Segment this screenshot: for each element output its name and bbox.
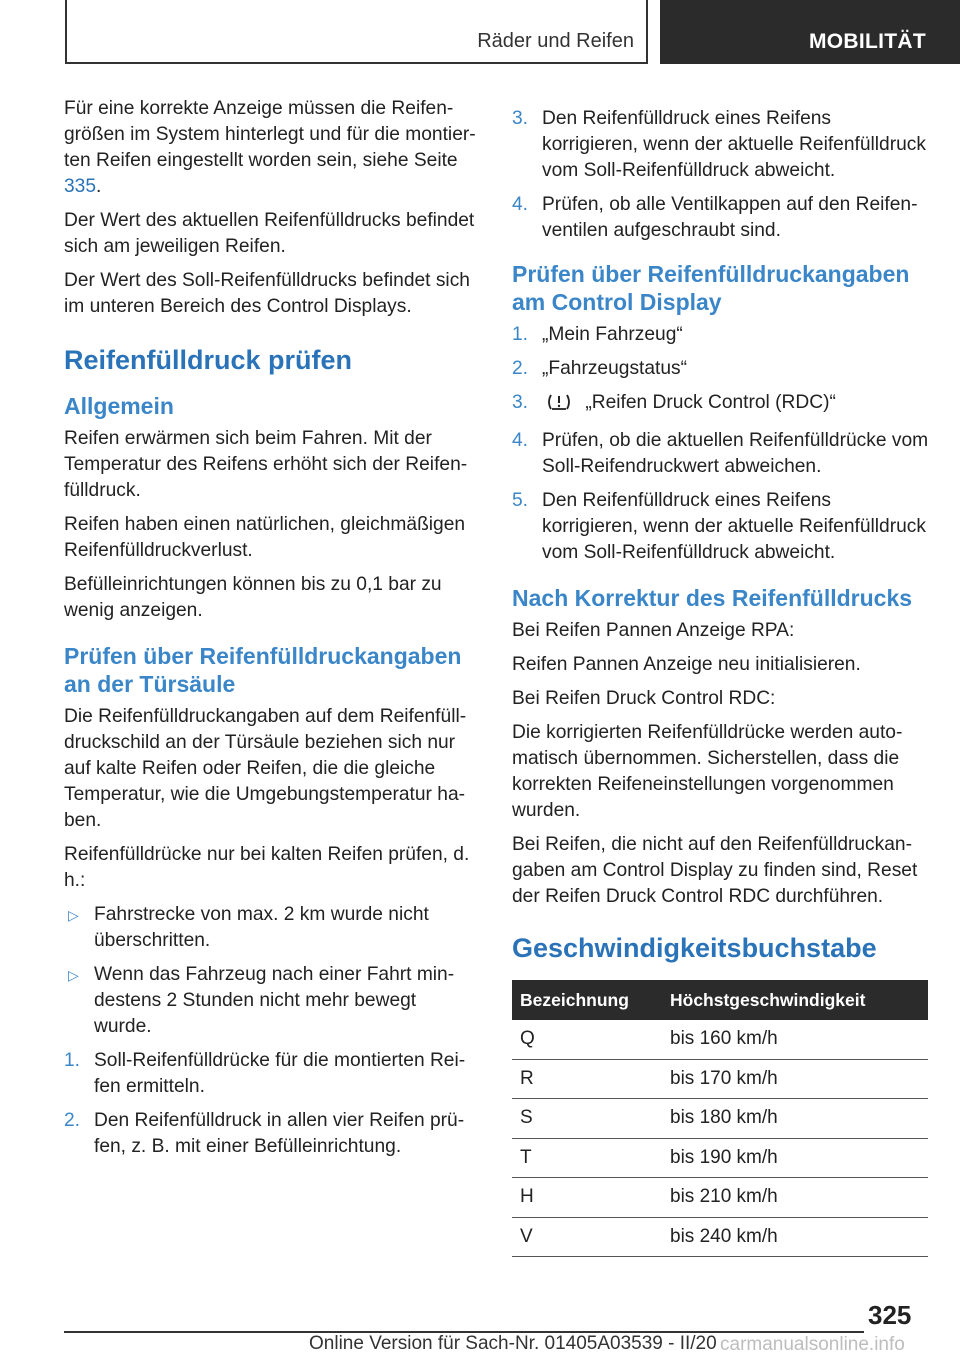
watermark: carmanualsonline.info bbox=[720, 1334, 905, 1355]
online-version-note: Online Version für Sach-Nr. 01405A03539 - II/20 bbox=[309, 1333, 717, 1354]
step-number: 2. bbox=[64, 1110, 81, 1131]
display-step-item bbox=[512, 428, 930, 480]
step-number: 3. bbox=[512, 108, 529, 129]
table-cell: bis 240 km/h bbox=[662, 1217, 928, 1257]
left-column bbox=[64, 96, 476, 1168]
step-text: Soll-Reifenfülldrücke für die montierten Reifen ermitteln. bbox=[94, 1050, 466, 1097]
page-number: 325 bbox=[868, 1300, 912, 1330]
table-cell: bis 190 km/h bbox=[662, 1138, 928, 1178]
heading-tuersaeule: Prüfen über Reifenfülldruckangaben an der Türsäule bbox=[64, 643, 462, 697]
table-row bbox=[512, 1138, 928, 1178]
step-text: Den Reifenfülldruck eines Reifens korrigieren, wenn der aktuelle Reifenfülldruck vom Soll-Reifenfülldruck abweicht. bbox=[542, 108, 926, 181]
display-step-item bbox=[512, 356, 930, 382]
chapter-tab: MOBILITÄT bbox=[660, 0, 960, 64]
intro-text: Für eine korrekte Anzeige müssen die Reifengrößen im System hinterlegt und für die montierten Reifen eingestellt worden sein, siehe Seite bbox=[64, 98, 476, 171]
table-cell: bis 180 km/h bbox=[662, 1099, 928, 1139]
korrektur-paragraph-3: Bei Reifen Druck Control RDC: bbox=[512, 688, 776, 709]
allgemein-paragraph-2: Reifen haben einen natürlichen, gleichmäßigen Reifenfülldruckverlust. bbox=[64, 514, 466, 561]
table-header-row bbox=[512, 980, 928, 1020]
step-text: Den Reifenfülldruck eines Reifens korrigieren, wenn der aktuelle Reifenfülldruck vom Soll-Reifenfülldruck abweicht. bbox=[542, 490, 926, 563]
step-text: Den Reifenfülldruck in allen vier Reifen prüfen, z. B. mit einer Befülleinrichtung. bbox=[94, 1110, 465, 1157]
table-row bbox=[512, 1020, 928, 1059]
bullet-item bbox=[64, 902, 476, 954]
step-text: „Reifen Druck Control (RDC)“ bbox=[585, 392, 836, 413]
table-cell: T bbox=[512, 1138, 662, 1178]
korrektur-paragraph-1: Bei Reifen Pannen Anzeige RPA: bbox=[512, 620, 795, 641]
heading-geschwindigkeitsbuchstabe: Geschwindigkeitsbuchstabe bbox=[512, 933, 877, 963]
display-step-item bbox=[512, 488, 930, 566]
table-row bbox=[512, 1099, 928, 1139]
intro-paragraph-2: Der Wert des aktuellen Reifenfülldrucks befindet sich am jeweiligen Reifen. bbox=[64, 210, 475, 257]
step-number: 4. bbox=[512, 430, 529, 451]
bullet-text: Wenn das Fahrzeug nach einer Fahrt mindestens 2 Stunden nicht mehr bewegt wurde. bbox=[94, 964, 455, 1037]
heading-reifenfuelldruck-pruefen: Reifenfülldruck prüfen bbox=[64, 345, 353, 375]
allgemein-paragraph-3: Befülleinrichtungen können bis zu 0,1 bar zu wenig anzeigen. bbox=[64, 574, 442, 621]
step-item bbox=[512, 192, 930, 244]
speed-table bbox=[512, 980, 928, 1257]
korrektur-paragraph-4: Die korrigierten Reifenfülldrücke werden automatisch übernommen. Sicherstellen, dass die korrekten Reifeneinstellungen vorgenommen wurden. bbox=[512, 722, 903, 821]
step-number: 5. bbox=[512, 490, 529, 511]
table-cell: R bbox=[512, 1059, 662, 1099]
table-cell: Q bbox=[512, 1020, 662, 1059]
display-step-item bbox=[512, 390, 930, 420]
step-item bbox=[64, 1048, 476, 1100]
step-text: Prüfen, ob die aktuellen Reifenfülldrücke vom Soll-Reifendruckwert abweichen. bbox=[542, 430, 929, 477]
column-header: Bezeichnung bbox=[512, 980, 662, 1020]
step-number: 1. bbox=[512, 324, 529, 345]
tuersaeule-paragraph-1: Die Reifenfülldruckangaben auf dem Reifenfülldruckschild an der Türsäule beziehen sich nur auf kalte Reifen oder Reifen, die die gleiche Temperatur, wie die Umgebungstemperatur haben. bbox=[64, 706, 467, 831]
table-cell: H bbox=[512, 1178, 662, 1218]
intro-paragraph-3: Der Wert des Soll-Reifenfülldrucks befindet sich im unteren Bereich des Control Displays. bbox=[64, 270, 470, 317]
step-number: 2. bbox=[512, 358, 529, 379]
allgemein-paragraph-1: Reifen erwärmen sich beim Fahren. Mit der Temperatur des Reifens erhöht sich der Reifenfülldruck. bbox=[64, 428, 468, 501]
step-text: „Mein Fahrzeug“ bbox=[542, 324, 683, 345]
step-number: 1. bbox=[64, 1050, 81, 1071]
heading-control-display: Prüfen über Reifenfülldruckangaben am Control Display bbox=[512, 261, 910, 315]
heading-allgemein: Allgemein bbox=[64, 393, 174, 419]
table-cell: bis 210 km/h bbox=[662, 1178, 928, 1218]
bullet-item bbox=[64, 962, 476, 1040]
bullet-text: Fahrstrecke von max. 2 km wurde nicht überschritten. bbox=[94, 904, 429, 951]
right-column bbox=[512, 106, 930, 1257]
triangle-bullet-icon: ▷ bbox=[68, 907, 79, 923]
intro-paragraph-1 bbox=[64, 96, 476, 200]
display-step-item bbox=[512, 322, 930, 348]
step-number: 3. bbox=[512, 392, 529, 413]
step-item bbox=[64, 1108, 476, 1160]
tire-pressure-warning-icon bbox=[546, 392, 572, 420]
step-text: „Fahrzeugstatus“ bbox=[542, 358, 688, 379]
page-reference-link[interactable]: 335 bbox=[64, 176, 97, 197]
column-header: Höchstgeschwindigkeit bbox=[662, 980, 928, 1020]
table-cell: bis 160 km/h bbox=[662, 1020, 928, 1059]
section-title: Räder und Reifen bbox=[477, 30, 634, 52]
table-row bbox=[512, 1059, 928, 1099]
step-number: 4. bbox=[512, 194, 529, 215]
table-row bbox=[512, 1217, 928, 1257]
tuersaeule-paragraph-2: Reifenfülldrücke nur bei kalten Reifen prüfen, d. h.: bbox=[64, 844, 470, 891]
header-frame bbox=[65, 0, 648, 64]
table-row bbox=[512, 1178, 928, 1218]
korrektur-paragraph-2: Reifen Pannen Anzeige neu initialisieren. bbox=[512, 654, 861, 675]
table-cell: V bbox=[512, 1217, 662, 1257]
step-text: Prüfen, ob alle Ventilkappen auf den Reifenventilen aufgeschraubt sind. bbox=[542, 194, 918, 241]
korrektur-paragraph-5: Bei Reifen, die nicht auf den Reifenfülldruckangaben am Control Display zu finden sind, Reset der Reifen Druck Control RDC durchführen. bbox=[512, 834, 918, 907]
table-cell: bis 170 km/h bbox=[662, 1059, 928, 1099]
step-item bbox=[512, 106, 930, 184]
intro-end: . bbox=[96, 176, 102, 197]
triangle-bullet-icon: ▷ bbox=[68, 967, 79, 983]
table-cell: S bbox=[512, 1099, 662, 1139]
heading-nach-korrektur: Nach Korrektur des Reifenfülldrucks bbox=[512, 585, 913, 611]
